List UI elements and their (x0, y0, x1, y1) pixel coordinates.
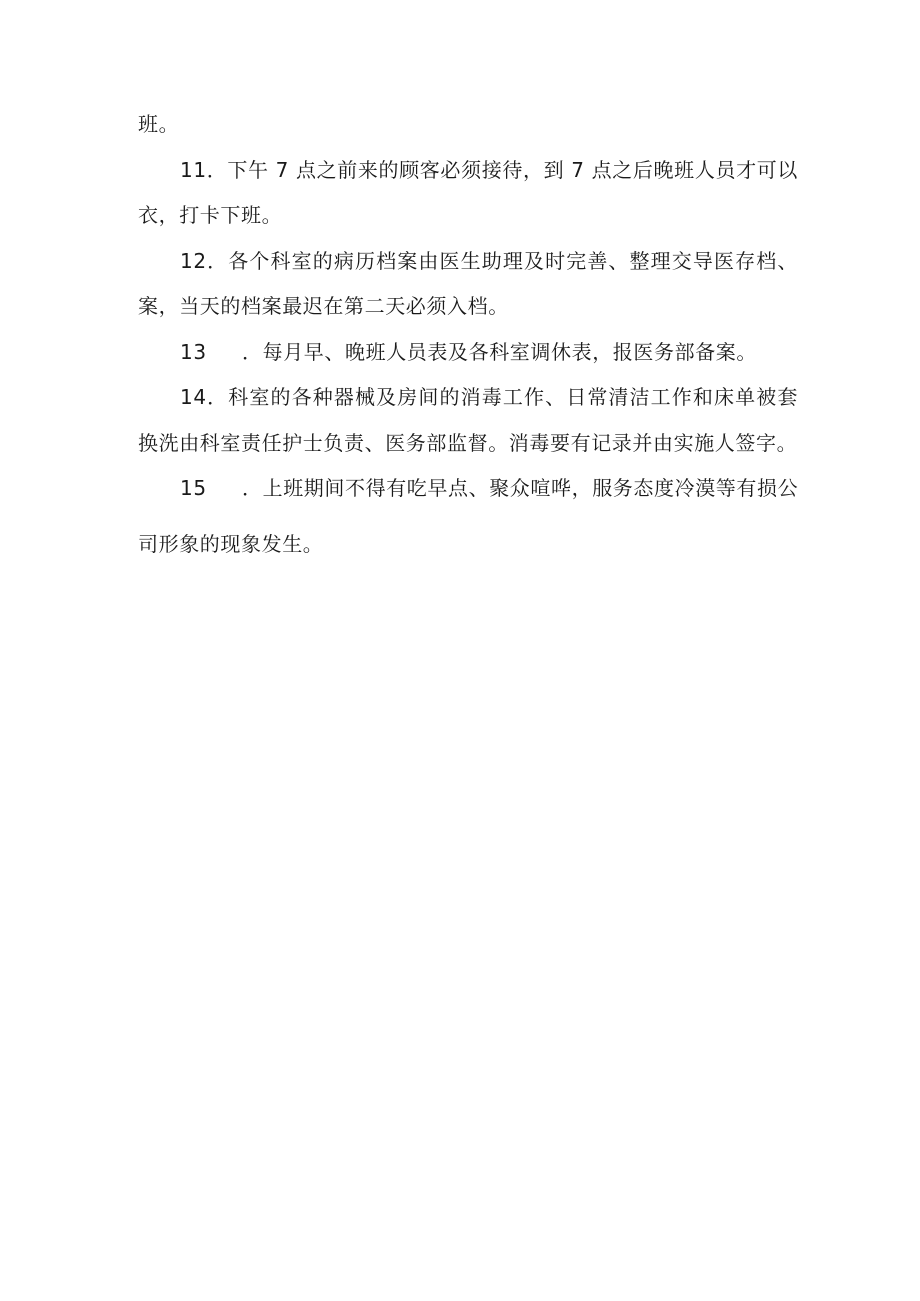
paragraph-11-number: 11 (180, 157, 207, 182)
paragraph-15-text-2: 司形象的现象发生。 (138, 531, 324, 556)
paragraph-11-text-1: ．下午 7 点之前来的顾客必须接待，到 7 点之后晚班人员才可以 (206, 157, 798, 182)
paragraph-14-line-1 (138, 375, 798, 421)
paragraph-15-number: 15 (180, 476, 207, 500)
paragraph-10-line-1: 班。 (138, 112, 180, 136)
paragraph-15-text-1: ．上班期间不得有吃早点、聚众喧哗，服务态度冷漠等有损公 (242, 476, 799, 500)
paragraph-12-number: 12 (180, 248, 207, 273)
paragraph-15-line-1 (138, 466, 798, 512)
paragraph-14-line-2 (138, 421, 798, 467)
paragraph-12-text-1: ．各个科室的病历档案由医生助理及时完善、整理交导医存档、 (206, 248, 798, 273)
paragraph-11-line-1 (138, 148, 798, 194)
paragraph-15-line-2 (138, 522, 798, 568)
paragraph-14-text-2: 换洗由科室责任护士负责、医务部监督。消毒要有记录并由实施人签字。 (138, 430, 798, 455)
paragraph-12-line-2 (138, 284, 798, 330)
paragraph-14-number: 14 (180, 385, 207, 409)
paragraph-13-text-1: ．每月早、晚班人员表及各科室调休表，报医务部备案。 (242, 339, 757, 364)
paragraph-14-text-1: ．科室的各种器械及房间的消毒工作、日常清洁工作和床单被套 (206, 385, 798, 409)
paragraph-11-line-2 (138, 193, 798, 239)
paragraph-13-line-1 (138, 330, 798, 376)
paragraph-10-tail (138, 102, 798, 148)
document-body (138, 102, 798, 567)
paragraph-12-line-1 (138, 239, 798, 285)
paragraph-11-text-2: 衣，打卡下班。 (138, 203, 283, 227)
paragraph-13-number: 13 (180, 339, 207, 364)
paragraph-12-text-2: 案，当天的档案最迟在第二天必须入档。 (138, 294, 509, 318)
